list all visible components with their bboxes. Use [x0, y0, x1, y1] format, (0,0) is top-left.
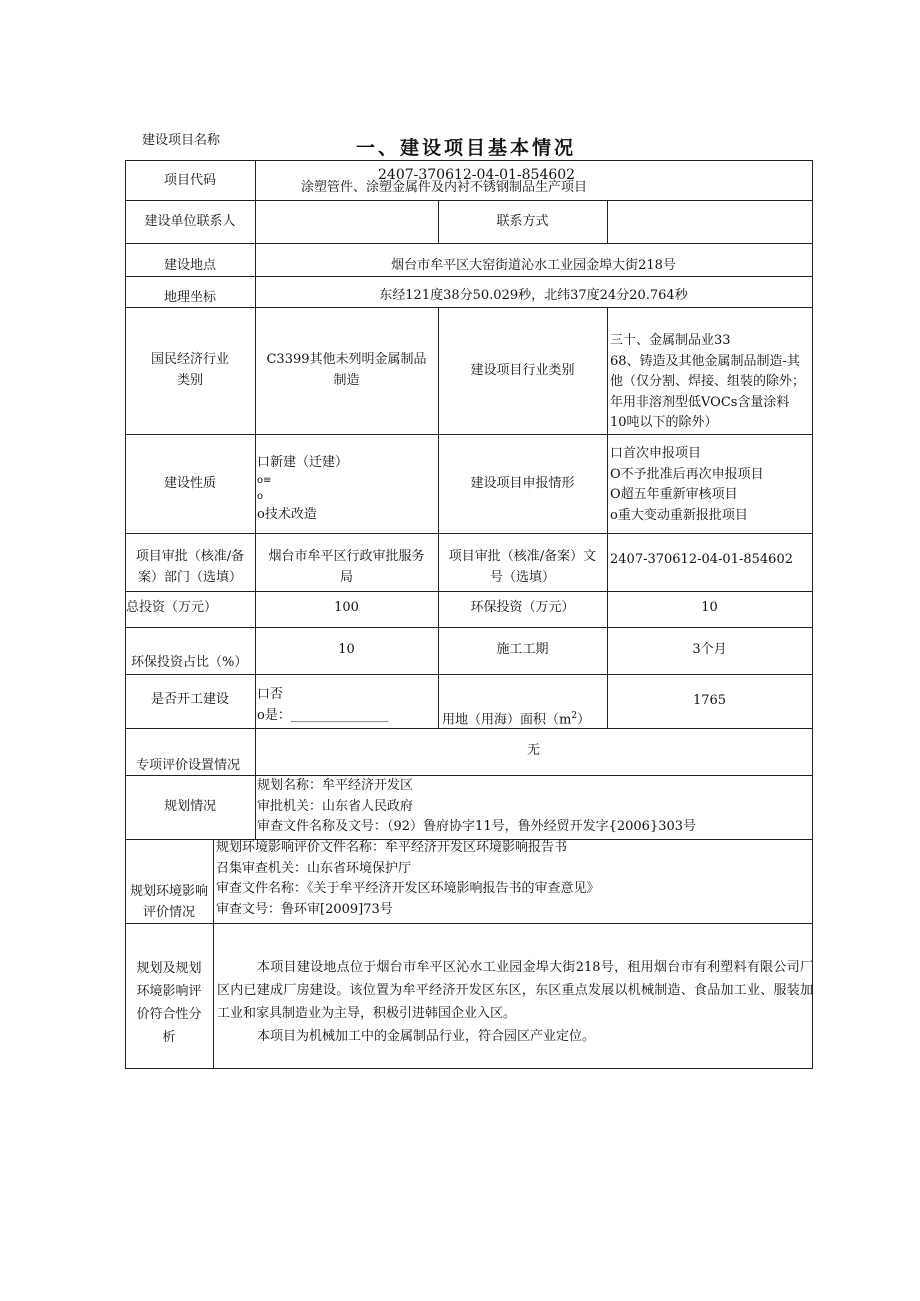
- filing-option[interactable]: 口首次申报项目: [610, 446, 702, 461]
- table-rule: [125, 160, 813, 161]
- total-investment-label: 总投资（万元）: [126, 600, 218, 615]
- approval-doc-value: 2407-370612-04-01-854602: [610, 552, 793, 567]
- project-name-value: 涂塑管件、涂塑金属件及内衬不锈钢制品生产项目: [301, 180, 588, 195]
- approval-doc-label: 项目审批（核准/备案）文 号（选填）: [448, 549, 597, 585]
- nature-option[interactable]: o≡: [257, 475, 272, 486]
- contact-label: 建设单位联系人: [144, 214, 236, 229]
- header-project-name-label: 建设项目名称: [142, 133, 221, 148]
- table-rule: [125, 307, 813, 308]
- table-rule: [125, 434, 813, 435]
- consistency-analysis: [217, 956, 813, 1048]
- table-rule: [607, 307, 608, 728]
- planning-env-label: 规划环境影响 评价情况: [129, 884, 208, 920]
- started-option-no[interactable]: 口否: [257, 687, 284, 702]
- nature-option[interactable]: o技术改造: [257, 507, 317, 522]
- project-industry-value: 三十、金属制品业33 68、铸造及其他金属制品制造-其 他（仅分割、焊接、组装的除外； 年用非溶剂型低VOCs含量涂料 10吨以下的除外）: [610, 333, 806, 430]
- planning-details: 规划名称：牟平经济开发区 审批机关：山东省人民政府 审查文件名称及文号：（92）鲁府协字11号，鲁外经贸开发字{2006}303号: [257, 778, 697, 834]
- table-rule: [607, 200, 608, 243]
- table-rule: [213, 839, 214, 1068]
- filing-option[interactable]: o重大变动重新报批项目: [610, 507, 748, 523]
- special-eval-value: 无: [526, 743, 540, 758]
- planning-env-details: 规划环境影响评价文件名称：牟平经济开发区环境影响报告书 召集审查机关：山东省环境保护厅 审查文件名称：《关于牟平经济开发区环境影响报告书的审查意见》 审查文号：鲁环审[2009]73号: [216, 840, 600, 917]
- filing-situation-label: 建设项目申报情形: [470, 476, 575, 491]
- land-area-label: 用地（用海）面积$(m^2)$: [442, 711, 591, 728]
- env-ratio-label: 环保投资占比（%）: [131, 655, 248, 670]
- table-rule: [812, 160, 813, 1068]
- table-rule: [125, 1068, 813, 1069]
- filing-option[interactable]: O超五年重新审核项目: [610, 487, 738, 502]
- planning-label: 规划情况: [163, 799, 216, 814]
- started-label: 是否开工建设: [150, 692, 229, 707]
- table-rule: [125, 200, 813, 201]
- approval-dept-value: 烟台市牟平区行政审批服务 局: [268, 549, 425, 585]
- page-title: 一、建设项目基本情况: [356, 137, 577, 159]
- contact-method-label: 联系方式: [496, 214, 549, 229]
- started-options: [257, 685, 388, 726]
- table-rule: [125, 533, 813, 534]
- project-code-label: 项目代码: [164, 173, 217, 188]
- nature-options: [257, 453, 348, 525]
- consistency-paragraph: 本项目建设地点位于烟台市牟平区沁水工业园金埠大街218号，租用烟台市有利塑料有限公司厂区内已建成厂房建设。该位置为牟平经济开发区东区，东区重点发展以机械制造、食品加工业、服装加工业和家具制造业为主导，积极引进韩国企业入区。: [217, 960, 813, 1021]
- table-rule: [125, 674, 813, 675]
- started-option-yes[interactable]: o是：_______________: [257, 707, 389, 723]
- project-industry-label: 建设项目行业类别: [470, 363, 575, 378]
- env-investment-value: 10: [701, 600, 718, 615]
- nature-option[interactable]: 口新建（迁建）: [257, 455, 349, 470]
- industry-label: 国民经济行业 类别: [150, 352, 229, 388]
- location-value: 烟台市牟平区大窑街道沁水工业园金埠大街218号: [391, 258, 676, 273]
- consistency-label: 规划及规划 环境影响评 价符合性分 析: [136, 961, 202, 1045]
- industry-value: C3399其他未列明金属制品 制造: [266, 352, 427, 388]
- project-code-value: 2407-370612-04-01-854602: [378, 167, 576, 183]
- table-rule: [125, 923, 813, 924]
- location-label: 建设地点: [163, 258, 216, 273]
- coordinates-value: 东经121度38分50.029秒，北纬37度24分20.764秒: [379, 288, 688, 303]
- table-rule: [125, 243, 813, 244]
- total-investment-value: 100: [334, 600, 359, 615]
- land-area-value: 1765: [692, 693, 727, 708]
- table-rule: [125, 627, 813, 628]
- env-investment-label: 环保投资（万元）: [470, 600, 575, 615]
- env-ratio-value: 10: [338, 642, 355, 657]
- consistency-paragraph: 本项目为机械加工中的金属制品行业，符合园区产业定位。: [257, 1029, 596, 1044]
- approval-dept-label: 项目审批（核准/备 案）部门（选填）: [135, 549, 245, 585]
- filing-option[interactable]: O不予批准后再次申报项目: [610, 466, 764, 482]
- coordinates-label: 地理坐标: [163, 290, 216, 305]
- construction-period-value: 3个月: [692, 642, 727, 657]
- table-rule: [125, 276, 813, 277]
- table-rule: [125, 591, 813, 592]
- special-eval-label: 专项评价设置情况: [136, 758, 241, 773]
- construction-period-label: 施工工期: [496, 642, 549, 657]
- nature-option[interactable]: o: [257, 491, 264, 502]
- nature-label: 建设性质: [163, 476, 216, 491]
- filing-situation-options: [610, 444, 764, 526]
